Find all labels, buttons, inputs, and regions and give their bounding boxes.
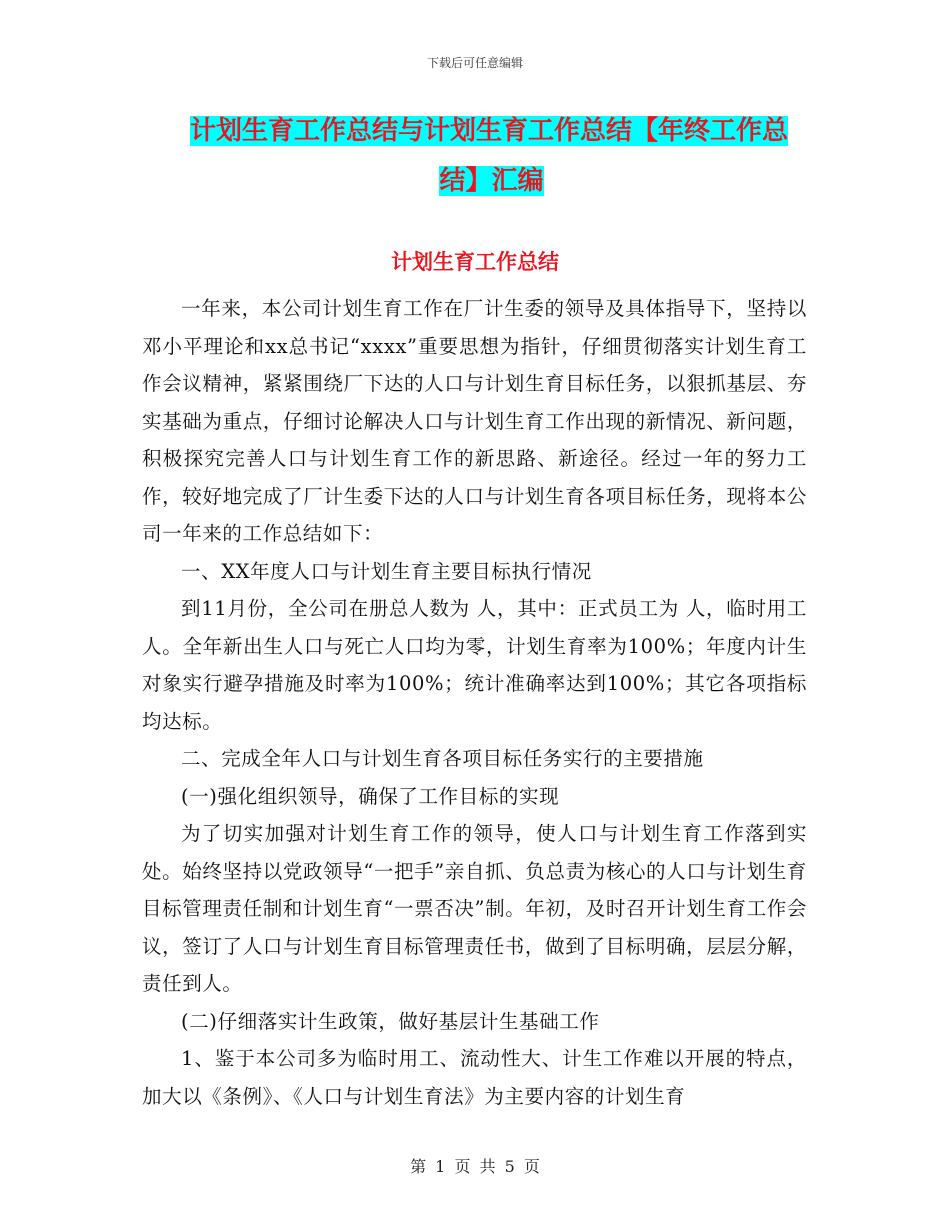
title-line-2: 结】汇编 <box>439 166 544 196</box>
subheading-2: (二)仔细落实计生政策，做好基层计生基础工作 <box>181 1009 600 1033</box>
heading-section-2: 二、完成全年人口与计划生育各项目标任务实行的主要措施 <box>181 747 704 770</box>
paragraph-leadership: 为了切实加强对计划生育工作的领导，使人口与计划生育工作落到实处。始终坚持以党政领导“一把手”亲自抓、负总责为核心的人口与计划生育目标管理责任制和计划生育“一票否决”制。年初，及时召开计划生育工作会议，签订了人口与计划生育目标管理责任书，做到了目标明确，层层分解，责任到人。 <box>142 822 807 995</box>
header-note: 下载后可任意编辑 <box>426 56 523 70</box>
document-title <box>190 106 805 206</box>
title-line-1: 计划生育工作总结与计划生育工作总结【年终工作总 <box>190 116 789 146</box>
paragraph-measures: 1、鉴于本公司多为临时用工、流动性大、计生工作难以开展的特点，加大以《条例》、《人口与计划生育法》为主要内容的计划生育 <box>142 1047 807 1108</box>
section-title: 计划生育工作总结 <box>391 250 559 274</box>
heading-section-1: 一、XX年度人口与计划生育主要目标执行情况 <box>181 559 592 583</box>
subheading-1: (一)强化组织领导，确保了工作目标的实现 <box>181 784 560 808</box>
paragraph-stats: 到11月份，全公司在册总人数为 人，其中：正式员工为 人，临时用工 人。全年新出生人口与死亡人口均为零，计划生育率为100%；年度内计生对象实行避孕措施及时率为100%；统计准确率达到100%；其它各项指标均达标。 <box>142 597 807 733</box>
document-body <box>142 290 807 1115</box>
paragraph-intro: 一年来，本公司计划生育工作在厂计生委的领导及具体指导下，坚持以邓小平理论和xx总书记“xxxx”重要思想为指针，仔细贯彻落实计划生育工作会议精神，紧紧围绕厂下达的人口与计划生育目标任务，以狠抓基层、夯实基础为重点，仔细讨论解决人口与计划生育工作出现的新情况、新问题，积极探究完善人口与计划生育工作的新思路、新途径。经过一年的努力工作，较好地完成了厂计生委下达的人口与计划生育各项目标任务，现将本公司一年来的工作总结如下： <box>142 297 807 545</box>
page-footer: 第 1 页 共 5 页 <box>410 1157 540 1176</box>
